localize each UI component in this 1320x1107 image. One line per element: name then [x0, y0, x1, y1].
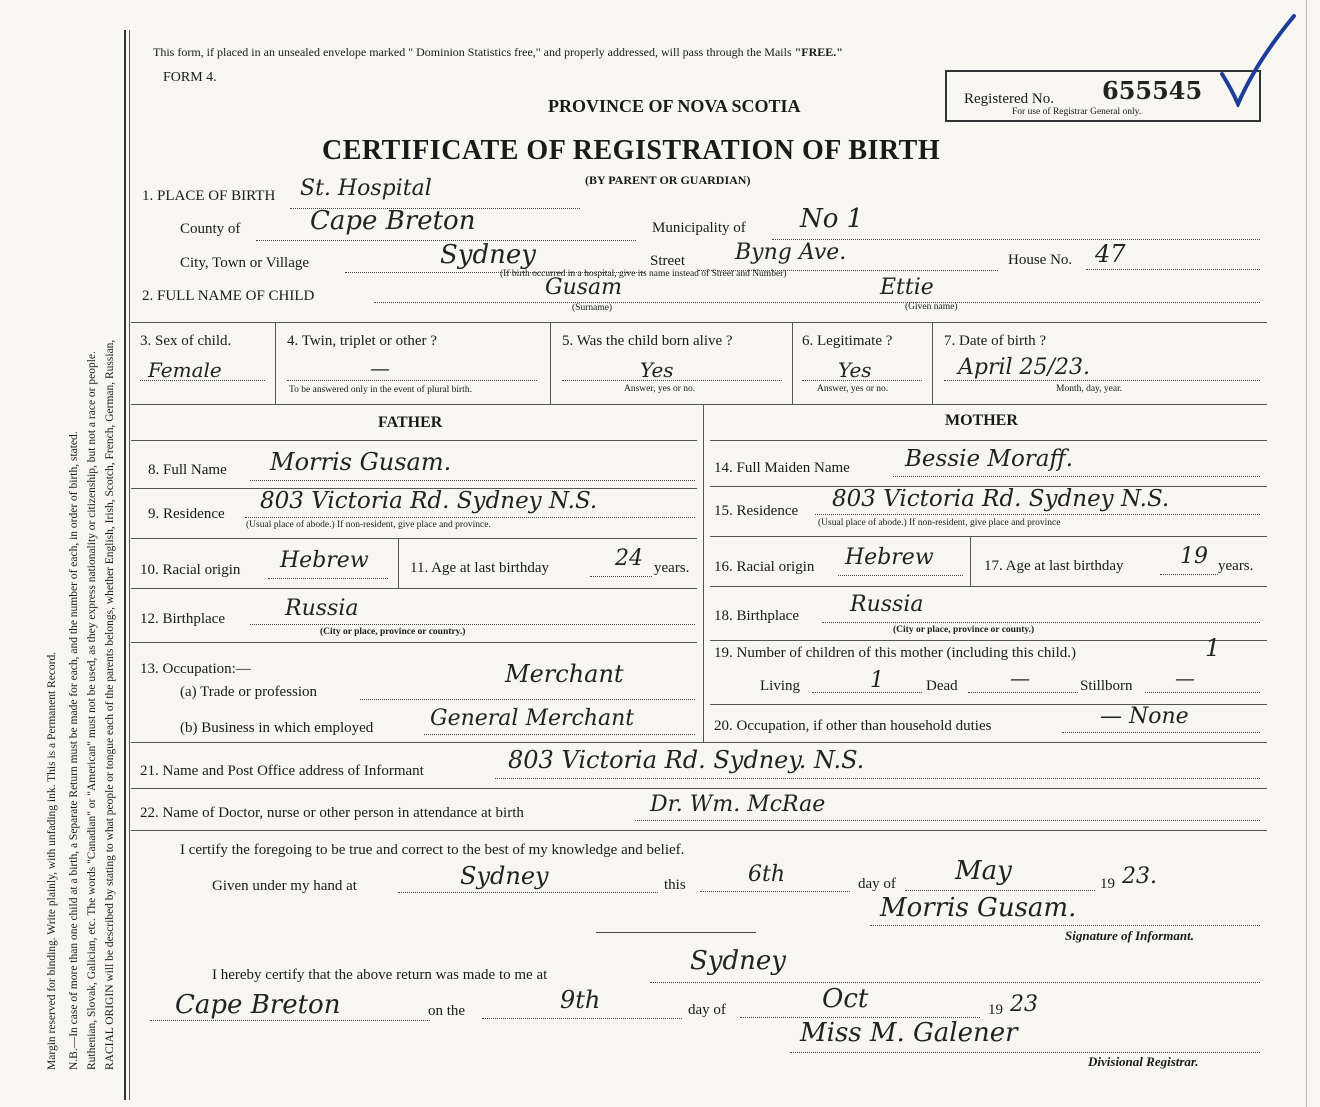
father-residence-value: 803 Victoria Rd. Sydney N.S. — [260, 488, 598, 514]
sex-label: 3. Sex of child. — [140, 333, 232, 349]
mother-birthplace-label: 18. Birthplace — [714, 608, 799, 624]
municipality-value: No 1 — [800, 204, 864, 234]
registered-no-label: Registered No. — [964, 91, 1054, 107]
registrar-year-value: 23 — [1010, 992, 1038, 1017]
margin-rule-2 — [129, 30, 130, 1100]
dead-value: — — [1010, 666, 1030, 690]
year-prefix: 19 — [1100, 876, 1115, 892]
form-number: FORM 4. — [163, 70, 217, 85]
certificate-title: CERTIFICATE OF REGISTRATION OF BIRTH — [322, 135, 941, 166]
hospital-note: (If birth occurred in a hospital, give its name instead of Street and Number) — [500, 269, 787, 279]
margin-racial-origin: RACIAL ORIGIN will be described by stating to what people or tongue each of the parents belongs, whether English, Irish, Scotch, French, German, Russian, — [104, 339, 116, 1070]
given-name-value: Ettie — [880, 275, 934, 300]
checkmark-icon — [1218, 12, 1298, 107]
by-parent-caption: (BY PARENT OR GUARDIAN) — [585, 173, 751, 187]
mother-birthplace-caption: (City or place, province or county.) — [893, 625, 1035, 635]
mother-heading: MOTHER — [945, 412, 1018, 429]
registrar-place-value: Sydney — [690, 946, 786, 976]
father-name-value: Morris Gusam. — [270, 448, 452, 476]
children-count-value: 1 — [1205, 634, 1221, 662]
county-label: County of — [180, 221, 241, 237]
county-value: Cape Breton — [310, 206, 476, 236]
given-name-caption: (Given name) — [905, 302, 958, 312]
given-month-value: May — [955, 856, 1012, 886]
house-no-label: House No. — [1008, 252, 1073, 268]
informant-label: 21. Name and Post Office address of Informant — [140, 763, 424, 779]
father-occupation-label: 13. Occupation:— — [140, 661, 251, 677]
place-of-birth-value: St. Hospital — [300, 176, 432, 201]
registrar-month-value: Oct — [822, 984, 869, 1014]
twin-value: — — [370, 356, 390, 380]
mother-name-label: 14. Full Maiden Name — [714, 460, 850, 476]
right-border — [1306, 0, 1307, 1107]
registered-number: 655545 — [1102, 76, 1203, 105]
father-heading: FATHER — [378, 414, 443, 431]
dead-label: Dead — [926, 678, 958, 694]
this-label: this — [664, 877, 686, 893]
doctor-label: 22. Name of Doctor, nurse or other person in attendance at birth — [140, 805, 524, 821]
postal-note: This form, if placed in an unsealed envelope marked " Dominion Statistics free," and properly addressed, will pass through the Mails "FREE." — [153, 45, 843, 59]
registrar-county-value: Cape Breton — [175, 990, 341, 1020]
twin-label: 4. Twin, triplet or other ? — [287, 333, 437, 349]
father-age-label: 11. Age at last birthday — [410, 560, 549, 576]
given-year-value: 23. — [1122, 864, 1157, 889]
on-the-label: on the — [428, 1003, 466, 1019]
father-residence-label: 9. Residence — [148, 506, 225, 522]
street-label: Street — [650, 253, 685, 269]
mother-residence-caption: (Usual place of abode.) If non-resident, give place and province — [818, 518, 1061, 528]
father-trade-label: (a) Trade or profession — [180, 684, 318, 700]
father-birthplace-caption: (City or place, province or country.) — [320, 627, 466, 637]
father-residence-caption: (Usual place of abode.) If non-resident, give place and province. — [246, 520, 491, 530]
mother-occupation-label: 20. Occupation, if other than household duties — [714, 718, 992, 734]
registration-box — [945, 70, 1261, 122]
dob-caption: Month, day, year. — [1056, 384, 1123, 394]
province-title: PROVINCE OF NOVA SCOTIA — [548, 96, 801, 116]
registrar-statement: I hereby certify that the above return was made to me at — [212, 967, 548, 983]
registrar-day-value: 9th — [560, 986, 601, 1014]
living-value: 1 — [870, 668, 884, 693]
informant-value: 803 Victoria Rd. Sydney. N.S. — [508, 746, 865, 774]
living-label: Living — [760, 678, 800, 694]
surname-value: Gusam — [545, 275, 623, 300]
father-trade-value: Merchant — [505, 660, 624, 688]
informant-signature: Morris Gusam. — [880, 893, 1077, 923]
given-place-value: Sydney — [460, 862, 549, 890]
given-day-value: 6th — [748, 862, 786, 887]
father-years-label: years. — [654, 560, 690, 576]
mother-racial-label: 16. Racial origin — [714, 559, 815, 575]
dob-value: April 25/23. — [958, 355, 1090, 380]
city-value: Sydney — [440, 240, 536, 270]
father-business-label: (b) Business in which employed — [180, 720, 374, 736]
registrar-signature-caption: Divisional Registrar. — [1088, 1054, 1199, 1069]
legitimate-label: 6. Legitimate ? — [802, 333, 893, 349]
registrar-signature: Miss M. Galener — [800, 1018, 1018, 1048]
day-of-label: day of — [858, 876, 896, 892]
born-alive-caption: Answer, yes or no. — [624, 384, 696, 394]
mother-age-value: 19 — [1180, 544, 1208, 569]
dob-label: 7. Date of birth ? — [944, 333, 1047, 349]
stillborn-label: Stillborn — [1080, 678, 1133, 694]
certify-statement: I certify the foregoing to be true and correct to the best of my knowledge and belief. — [180, 842, 685, 858]
father-birthplace-label: 12. Birthplace — [140, 611, 225, 627]
margin-racial-origin-2: Ruthenian, Slovak, Galician, etc. The words "Canadian" or "American" must not be used, as they express nationality or citizenship, but not a race or people. — [86, 351, 98, 1070]
mother-occupation-value: — None — [1100, 704, 1189, 729]
legitimate-value: Yes — [838, 358, 872, 382]
registrar-year-prefix: 19 — [988, 1002, 1003, 1018]
legitimate-caption: Answer, yes or no. — [817, 384, 889, 394]
informant-signature-caption: Signature of Informant. — [1065, 928, 1194, 943]
surname-caption: (Surname) — [572, 303, 613, 313]
mother-racial-value: Hebrew — [845, 545, 934, 570]
father-birthplace-value: Russia — [285, 596, 359, 621]
given-under-label: Given under my hand at — [212, 878, 357, 894]
father-racial-value: Hebrew — [280, 548, 369, 573]
mother-years-label: years. — [1218, 558, 1254, 574]
street-value: Byng Ave. — [735, 240, 847, 265]
father-business-value: General Merchant — [430, 706, 635, 731]
father-name-label: 8. Full Name — [148, 462, 227, 478]
free-label: "FREE." — [794, 45, 843, 59]
registrar-day-of-label: day of — [688, 1002, 726, 1018]
mother-birthplace-value: Russia — [850, 592, 924, 617]
municipality-label: Municipality of — [652, 220, 746, 236]
margin-rule — [124, 30, 126, 1100]
place-of-birth-label: 1. PLACE OF BIRTH — [142, 188, 276, 204]
stillborn-value: — — [1175, 666, 1195, 690]
twin-caption: To be answered only in the event of plural birth. — [289, 385, 472, 395]
margin-binding-note: Margin reserved for binding. Write plainly, with unfading ink. This is a Permanent Record. — [46, 651, 58, 1070]
registrar-general-note: For use of Registrar General only. — [1012, 107, 1142, 117]
doctor-value: Dr. Wm. McRae — [650, 792, 826, 817]
margin-nb-note: N.B.—In case of more than one child at a birth, a Separate Return must be made for each, and the number of each, in order of birth, stated. — [68, 431, 80, 1070]
sex-value: Female — [148, 358, 222, 382]
father-age-value: 24 — [615, 546, 643, 571]
mother-residence-label: 15. Residence — [714, 503, 799, 519]
city-label: City, Town or Village — [180, 255, 310, 271]
born-alive-label: 5. Was the child born alive ? — [562, 333, 733, 349]
father-racial-label: 10. Racial origin — [140, 562, 241, 578]
mother-age-label: 17. Age at last birthday — [984, 558, 1124, 574]
mother-residence-value: 803 Victoria Rd. Sydney N.S. — [832, 486, 1170, 512]
children-count-label: 19. Number of children of this mother (including this child.) — [714, 645, 1077, 661]
house-no-value: 47 — [1095, 240, 1126, 268]
born-alive-value: Yes — [640, 358, 674, 382]
mother-name-value: Bessie Moraff. — [905, 446, 1074, 472]
full-name-label: 2. FULL NAME OF CHILD — [142, 288, 315, 304]
